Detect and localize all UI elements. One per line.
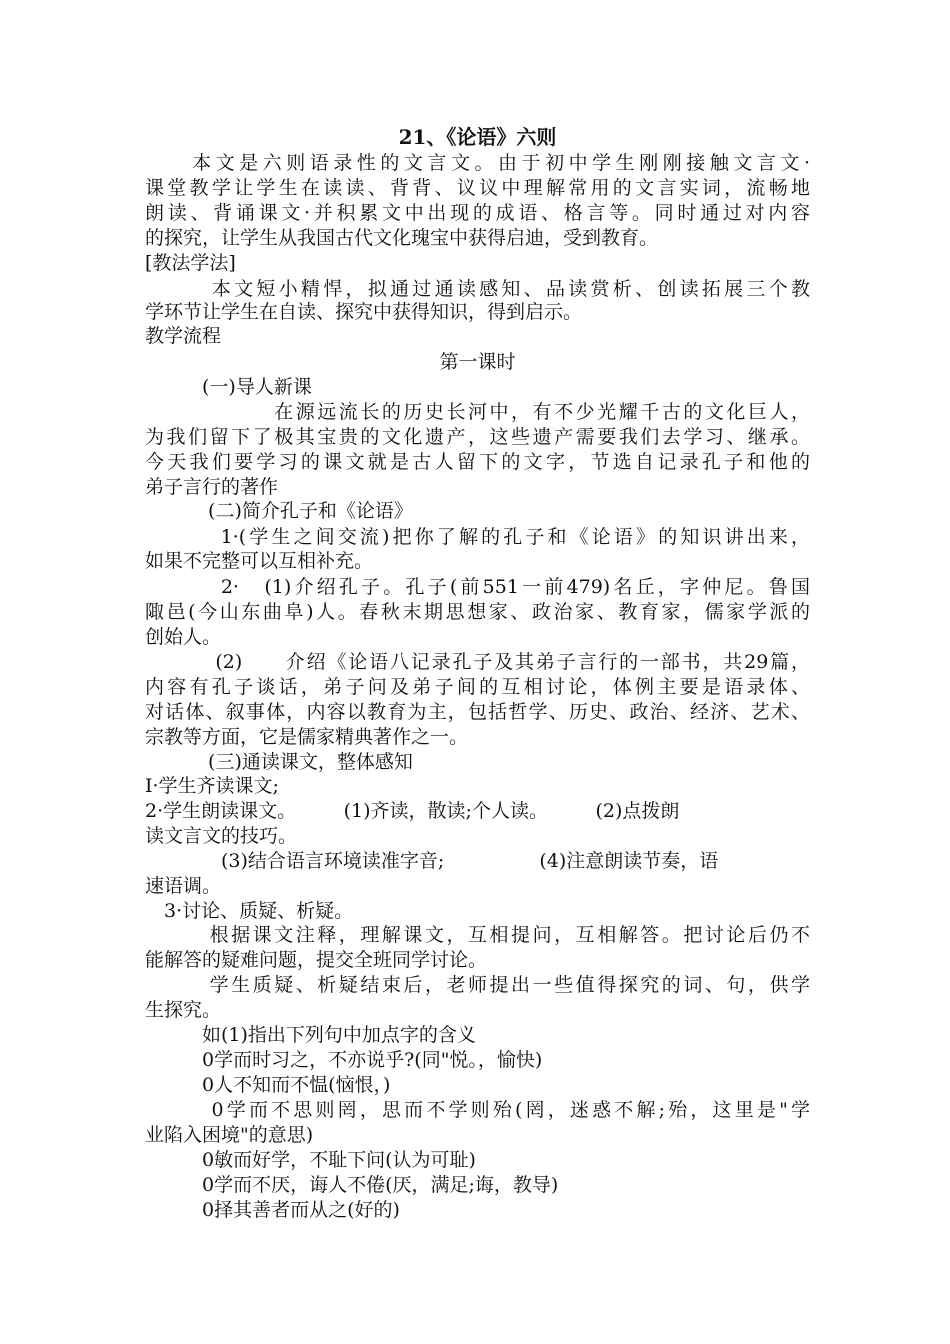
text-line: 本文是六则语录性的文言文。由于初中学生刚刚接触文言文·	[145, 152, 810, 174]
text-line: 速语调。	[145, 875, 222, 897]
text-line: 创始人。	[145, 626, 222, 648]
text-line: 弟子言行的著作	[145, 476, 279, 498]
document-title: 21、《论语》六则	[398, 125, 557, 149]
text-line: 今天我们要学习的课文就是古人留下的文字，节选自记录孔子和他的	[145, 451, 810, 473]
text-line: 如(1)指出下列句中加点字的含义	[145, 1024, 476, 1046]
list-item: 0敏而好学，不耻下问(认为可耻)	[145, 1149, 476, 1171]
text-line: 在源远流长的历史长河中，有不少光耀千古的文化巨人，	[145, 401, 810, 423]
text-line: 内容有孔子谈话，弟子问及弟子间的互相讨论，体例主要是语录体、	[145, 676, 810, 698]
text-line: (一)导人新课	[145, 376, 312, 398]
text-line: 为我们留下了极其宝贵的文化遗产，这些遗产需要我们去学习、继承。	[145, 426, 810, 448]
text-line: 朗读、背诵课文·并积累文中出现的成语、格言等。同时通过对内容	[145, 202, 810, 224]
text-line: 对话体、叙事体，内容以教育为主，包括哲学、历史、政治、经济、艺术、	[145, 701, 810, 723]
text-line: 如果不完整可以互相补充。	[145, 550, 374, 572]
text-line: 陬邑(今山东曲阜)人。春秋末期思想家、政治家、教育家，儒家学派的	[145, 601, 810, 623]
text-line: 学环节让学生在自读、探究中获得知识，得到启示。	[145, 301, 583, 323]
list-item: 0择其善者而从之(好的)	[145, 1199, 400, 1221]
text-line: (2) 介绍《论语八记录孔子及其弟子言行的一部书，共29篇，	[145, 651, 810, 673]
text-line: 1·(学生之间交流)把你了解的孔子和《论语》的知识讲出来，	[145, 526, 810, 548]
list-item: 0学而时习之，不亦说乎?(同"悦。，愉快)	[145, 1049, 543, 1071]
text-line: 本文短小精悍，拟通过通读感知、品读赏析、创读拓展三个教	[145, 278, 810, 300]
text-line: 能解答的疑难问题，提交全班同学讨论。	[145, 949, 488, 971]
text-line: 学生质疑、析疑结束后，老师提出一些值得探究的词、句，供学	[145, 974, 810, 996]
text-line: 3·讨论、质疑、析疑。	[145, 900, 354, 922]
section-heading: [教法学法]	[145, 252, 236, 274]
section-heading: 教学流程	[145, 325, 222, 347]
list-item: 0人不知而不愠(恼恨，)	[145, 1074, 391, 1096]
text-line: 读文言文的技巧。	[145, 825, 298, 847]
text-line: 根据课文注释，理解课文，互相提问，互相解答。把讨论后仍不	[145, 924, 810, 946]
list-item: 0学而不思则罔，思而不学则殆(罔，迷惑不解;殆，这里是"学	[145, 1099, 810, 1121]
subsection-heading: 第一课时	[439, 351, 516, 373]
text-line: 业陷入困境"的意思)	[145, 1124, 314, 1146]
text-line: (二)简介孔子和《论语》	[145, 500, 413, 522]
text-line: (3)结合语言环境读准字音; (4)注意朗读节奏，语	[145, 850, 719, 872]
text-line: I·学生齐读课文;	[145, 775, 279, 797]
text-line: 生探究。	[145, 999, 222, 1021]
list-item: 0学而不厌，诲人不倦(厌，满足;诲，教导)	[145, 1174, 559, 1196]
text-line: 2·学生朗读课文。 (1)齐读，散读;个人读。 (2)点拨朗	[145, 800, 680, 822]
text-line: (三)通读课文，整体感知	[145, 751, 413, 773]
text-line: 2· (1)介绍孔子。孔子(前551一前479)名丘，字仲尼。鲁国	[145, 576, 810, 598]
text-line: 宗教等方面，它是儒家精典著作之一。	[145, 726, 469, 748]
text-line: 的探究，让学生从我国古代文化瑰宝中获得启迪，受到教育。	[145, 227, 659, 249]
text-line: 课堂教学让学生在读读、背背、议议中理解常用的文言实词，流畅地	[145, 177, 810, 199]
